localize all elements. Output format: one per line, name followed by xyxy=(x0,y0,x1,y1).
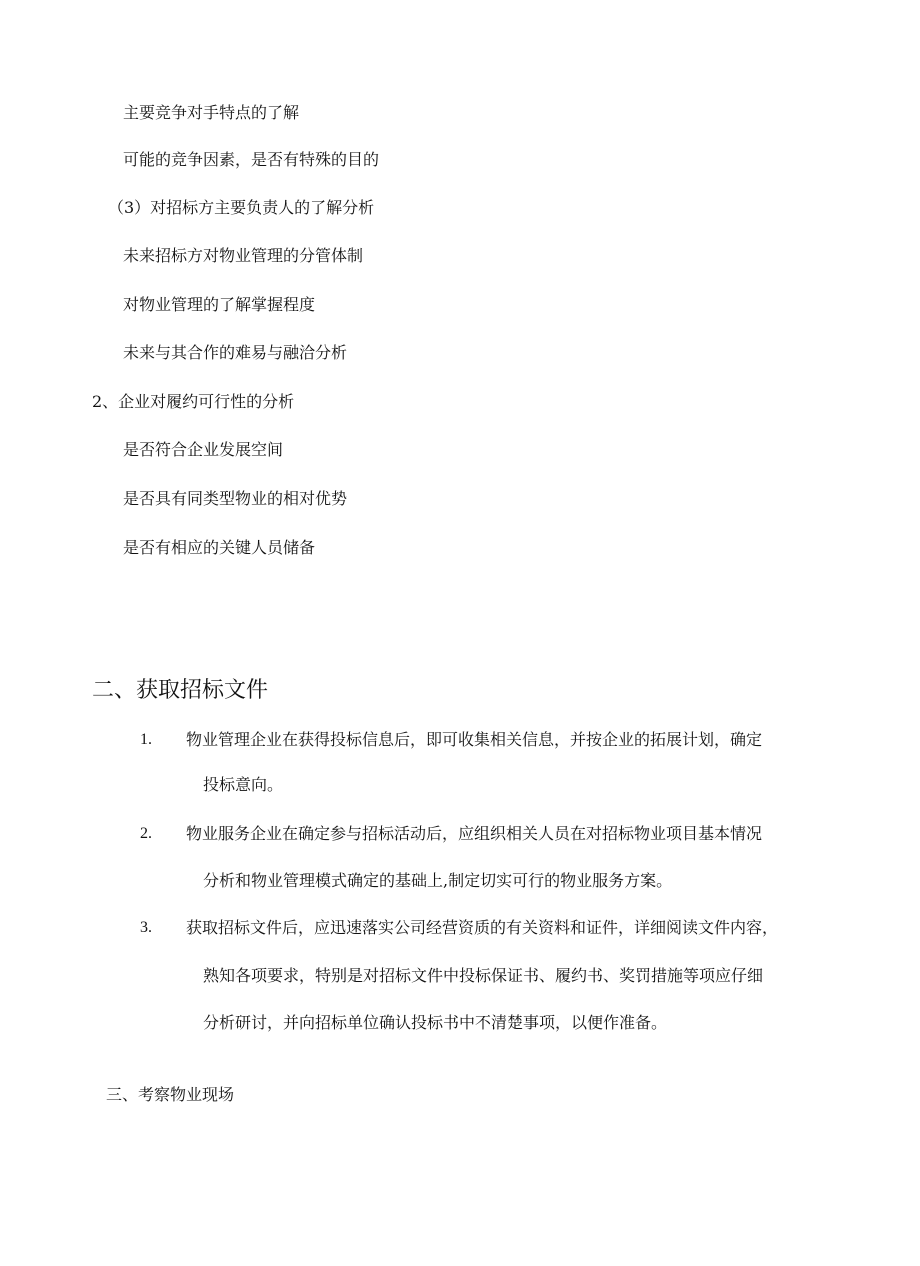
list-item-number: 2. xyxy=(140,825,152,842)
list-item-text: 获取招标文件后，应迅速落实公司经营资质的有关资料和证件，详细阅读文件内容， xyxy=(186,918,779,937)
text-line-cooperation-analysis: 未来与其合作的难易与融洽分析 xyxy=(123,343,348,362)
text-line-competition-factors: 可能的竞争因素，是否有特殊的目的 xyxy=(123,150,380,169)
text-line-key-personnel: 是否有相应的关键人员储备 xyxy=(123,538,316,557)
text-line-competitor-features: 主要竞争对手特点的了解 xyxy=(123,103,300,122)
section-heading-obtain-tender-documents: 二、获取招标文件 xyxy=(92,678,269,703)
list-item-number: 1. xyxy=(140,731,152,748)
list-item-text-continued: 熟知各项要求，特别是对招标文件中投标保证书、履约书、奖罚措施等项应仔细 xyxy=(203,966,764,985)
list-item-text-continued: 分析和物业管理模式确定的基础上,制定切实可行的物业服务方案。 xyxy=(203,871,673,890)
text-line-understanding-degree: 对物业管理的了解掌握程度 xyxy=(123,295,316,314)
list-item-number: 3. xyxy=(140,919,152,936)
list-item-text: 物业管理企业在获得投标信息后，即可收集相关信息，并按企业的拓展计划，确定 xyxy=(186,730,763,749)
text-line-relative-advantage: 是否具有同类型物业的相对优势 xyxy=(123,489,348,508)
section-heading-inspect-property: 三、考察物业现场 xyxy=(106,1085,235,1104)
text-line-management-system: 未来招标方对物业管理的分管体制 xyxy=(123,246,364,265)
list-item-text-continued: 投标意向。 xyxy=(203,775,284,794)
subheading-tenderer-analysis: （3）对招标方主要负责人的了解分析 xyxy=(108,198,375,217)
list-item-text: 物业服务企业在确定参与招标活动后，应组织相关人员在对招标物业项目基本情况 xyxy=(186,824,763,843)
list-item-text-continued: 分析研讨，并向招标单位确认投标书中不清楚事项，以便作准备。 xyxy=(203,1013,668,1032)
text-line-development-space: 是否符合企业发展空间 xyxy=(123,440,284,459)
subheading-feasibility-analysis: 2、企业对履约可行性的分析 xyxy=(92,392,295,411)
